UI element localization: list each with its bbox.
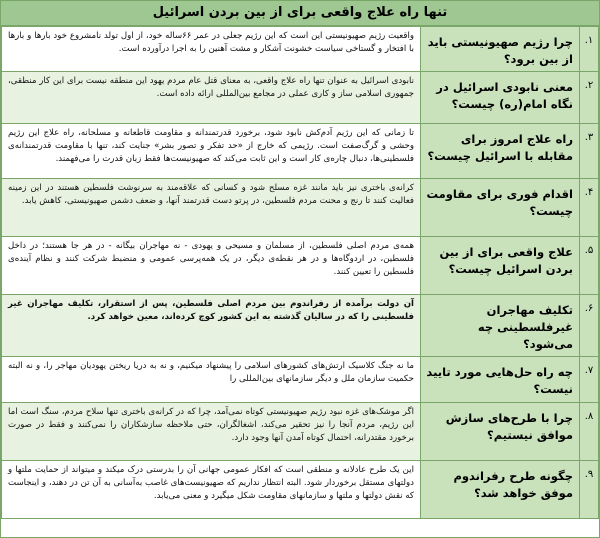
row-question: معنی نابودی اسرائیل در نگاه امام(ره) چیست؟ bbox=[421, 72, 580, 124]
table-row bbox=[2, 179, 599, 237]
row-answer: واقعیت رژیم صهیونیستی این است که این رژیم جعلی در عمر ۶۶ساله خود، از اول تولد نامشروع خود بارها و بارها با افتخار و گستاخی سیاست خشونت آشکار و مشت آهنین را به اجرا درآورده است. bbox=[2, 27, 421, 72]
table-title: تنها راه علاج واقعی برای از بین بردن اسرائیل bbox=[1, 1, 599, 26]
row-answer: اگر موشک‌های غزه نبود رژیم صهیونیستی کوتاه نمی‌آمد، چرا که در کرانه‌ی باختری تنها سلاح مردم، سنگ است اما این رژیم، مردم آنجا را نیز تحقیر می‌کند، اشغالگران، حتی ملاحظه سازشکاران را نمی‌کنند و فقط در صورت برخورد مقتدرانه، احتمال کوتاه آمدن آنها وجود دارد. bbox=[2, 403, 421, 461]
row-number: ۷. bbox=[580, 357, 599, 403]
row-answer: نابودی اسرائیل به عنوان تنها راه علاج واقعی، به معنای قتل عام مردم یهود این منطقه نیست برای این کار منطقی، جمهوری اسلامی ساز و کاری عملی در مجامع بین‌المللی ارائه داده است. bbox=[2, 72, 421, 124]
row-answer: تا زمانی که این رژیم آدم‌کش نابود شود، برخورد قدرتمندانه و مقاومت قاطعانه و مسلحانه، راه علاج این رژیم وحشی و گرگ‌صفت است. رژیمی که خارج از «حد تفکر و تصور بشر» جنایت کند، تنها با مقاومت قدرتمندانه‌ی فلسطینی‌ها، دنبال چاره‌ی کار است و این ثابت می‌کند که صهیونیست‌ها فقط زبان قدرت را می‌فهمند. bbox=[2, 124, 421, 179]
row-number: ۲. bbox=[580, 72, 599, 124]
row-question: چرا رژیم صهیونیستی باید از بین برود؟ bbox=[421, 27, 580, 72]
table-row bbox=[2, 237, 599, 295]
table-row bbox=[2, 461, 599, 519]
table-row bbox=[2, 403, 599, 461]
row-question: چگونه طرح رفراندوم موفق خواهد شد؟ bbox=[421, 461, 580, 519]
row-number: ۶. bbox=[580, 295, 599, 357]
row-question: راه علاج امروز برای مقابله با اسرائیل چیست؟ bbox=[421, 124, 580, 179]
row-question: علاج واقعی برای از بین بردن اسرائیل چیست؟ bbox=[421, 237, 580, 295]
row-answer: ما نه جنگ کلاسیک ارتش‌های کشورهای اسلامی را پیشنهاد میکنیم، و نه به دریا ریختن یهودیان مهاجر را، و نه البته حکمیت سازمان ملل و دیگر سازمانهای بین‌المللی را bbox=[2, 357, 421, 403]
row-number: ۱. bbox=[580, 27, 599, 72]
row-question: چرا با طرح‌های سازش موافق نیستیم؟ bbox=[421, 403, 580, 461]
table-row bbox=[2, 357, 599, 403]
row-question: اقدام فوری برای مقاومت چیست؟ bbox=[421, 179, 580, 237]
qa-table bbox=[1, 26, 599, 519]
table-row bbox=[2, 72, 599, 124]
row-question: تکلیف مهاجران غیرفلسطینی چه می‌شود؟ bbox=[421, 295, 580, 357]
table-row bbox=[2, 295, 599, 357]
row-answer: همه‌ی مردم اصلی فلسطین، از مسلمان و مسیحی و یهودی - نه مهاجران بیگانه - در هر جا هستند؛ در داخل فلسطین، در اردوگاه‌ها و در هر نقطه‌ی دیگر، در یک همه‌پرسی عمومی و منضبط شرکت کنند و نظام آینده‌ی فلسطین را تعیین کنند. bbox=[2, 237, 421, 295]
row-number: ۹. bbox=[580, 461, 599, 519]
row-number: ۴. bbox=[580, 179, 599, 237]
table-row bbox=[2, 124, 599, 179]
row-number: ۳. bbox=[580, 124, 599, 179]
row-question: چه راه حل‌هایی مورد تایید نیست؟ bbox=[421, 357, 580, 403]
table-row bbox=[2, 27, 599, 72]
row-answer: کرانه‌ی باختری نیز باید مانند غزه مسلح شود و کسانی که علاقه‌مند به سرنوشت فلسطین هستند در این زمینه فعالیت کنند تا رنج و محنت مردم فلسطین، در پرتو دست قدرتمند آنها، و ضعف دشمن صهیونیستی، کاهش یابد. bbox=[2, 179, 421, 237]
row-number: ۸. bbox=[580, 403, 599, 461]
row-answer: این یک طرح عادلانه و منطقی است که افکار عمومی جهانی آن را بدرستی درک میکند و میتواند از حمایت ملتها و دولتهای مستقل برخوردار شود. البته انتظار نداریم که صهیونیست‌های غاصب به‌آسانی به آن تن در دهند، و اینجاست که نقش دولتها و ملتها و سازمانهای مقاومت شکل میگیرد و معنی می‌یابد. bbox=[2, 461, 421, 519]
row-answer: آن دولت برآمده از رفراندوم بین مردم اصلی فلسطین، پس از استقرار، تکلیف مهاجران غیر فلسطینی را که در سالیان گذشته به این کشور کوچ کرده‌اند، معین خواهد کرد. bbox=[2, 295, 421, 357]
row-number: ۵. bbox=[580, 237, 599, 295]
